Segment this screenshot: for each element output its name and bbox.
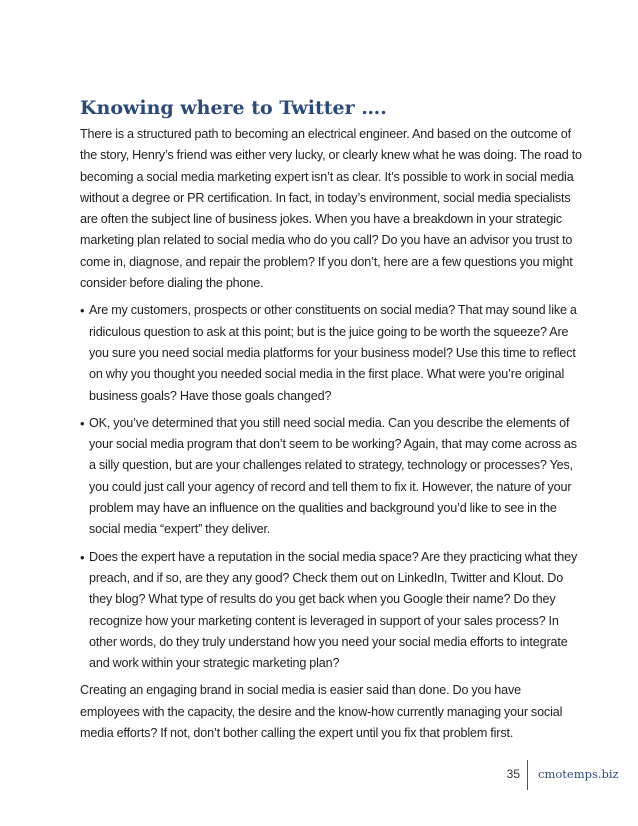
bullet-item-2: [80, 413, 582, 541]
footer-site-link[interactable]: cmotemps.biz: [538, 767, 619, 781]
closing-paragraph: Creating an engaging brand in social media is easier said than done. Do you have employees with the capacity, the desire and the know-how currently managing your social media efforts? If not, don’t bother calling the expert until you fix that problem first.: [80, 683, 563, 741]
bullet-text: OK, you’ve determined that you still need social media. Can you describe the elements of your social media program that don’t seem to be working? Again, that may come across as a silly question, but are your challenges related to strategy, technology or processes? Yes, you could just call your agency of record and tell them to fix it. However, the nature of your problem may have an influence on the qualities and background you’d like to see in the social media “expert” they deliver.: [89, 415, 577, 537]
bullet-marker: •: [80, 303, 85, 319]
bullet-marker: •: [80, 415, 85, 431]
bullet-item-3: [80, 547, 582, 675]
bullet-text: Does the expert have a reputation in the social media space? Are they practicing what they preach, and if so, are they any good? Check them out on LinkedIn, Twitter and Klout. Do they blog? What type of results do you get back when you Google their name? Do they recognize how your marketing content is leveraged in support of your sales process? In other words, do they truly understand how you need your social media efforts to integrate and work within your strategic marketing plan?: [89, 549, 578, 671]
section-heading: Knowing where to Twitter ….: [80, 97, 387, 119]
bullet-text: Are my customers, prospects or other constituents on social media? That may sound like a ridiculous question to ask at this point; but is the juice going to be worth the squeeze? Are you sure you need social media platforms for your business model? Use this time to reflect on why you thought you needed social media in the first place. What were you’re original business goals? Have those goals changed?: [89, 303, 577, 403]
intro-paragraph: There is a structured path to becoming an electrical engineer. And based on the outcome of the story, Henry’s friend was either very lucky, or clearly knew what he was doing. The road to becoming a social media marketing expert isn’t as clear. It’s possible to work in social media without a degree or PR certification. In fact, in today’s environment, social media specialists are often the subject line of business jokes. When you have a breakdown in your strategic marketing plan related to social media who do you call? Do you have an advisor you trust to come in, diagnose, and repair the problem? If you don’t, here are a few questions you might consider before dialing the phone.: [80, 127, 582, 291]
footer-divider: [527, 760, 528, 790]
bullet-item-1: [80, 300, 582, 406]
body-content: [80, 124, 582, 750]
page-number: 35: [506, 767, 520, 781]
bullet-marker: •: [80, 549, 85, 565]
